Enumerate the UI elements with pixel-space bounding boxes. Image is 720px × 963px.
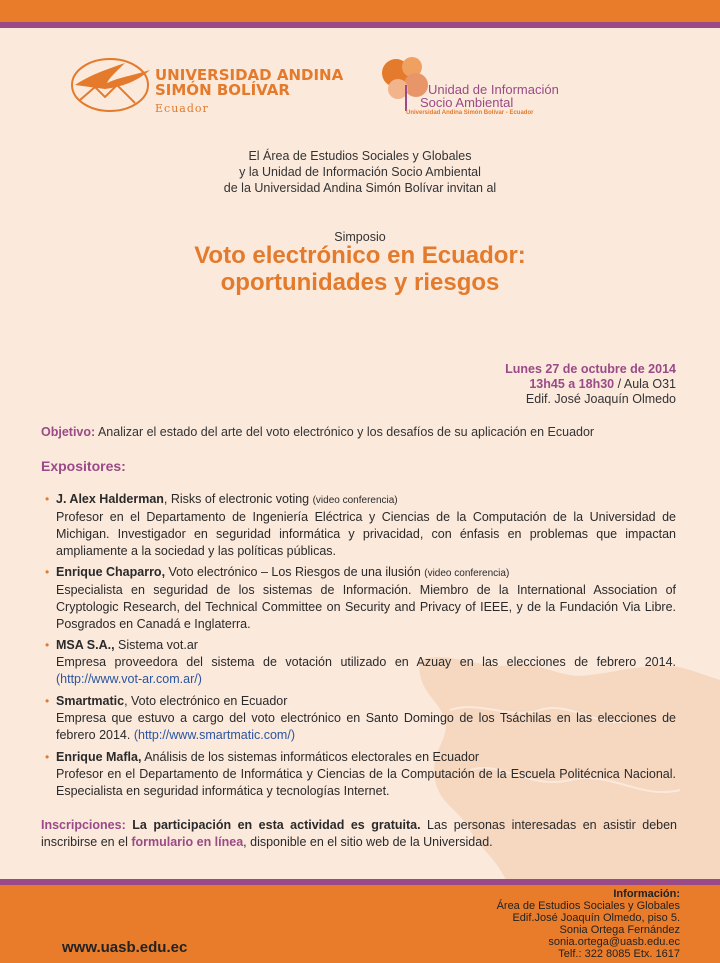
contact-line: Sonia Ortega Fernández <box>559 924 680 936</box>
intro-line3: de la Universidad Andina Simón Bolívar invitan al <box>223 181 497 195</box>
event-date: Lunes 27 de octubre de 2014 <box>505 362 676 376</box>
intro-line1: El Área de Estudios Sociales y Globales <box>248 149 472 163</box>
website-link[interactable]: www.uasb.edu.ec <box>62 939 188 956</box>
speaker-item <box>45 637 676 688</box>
objective-label: Objetivo: <box>41 425 96 439</box>
uasb-name <box>155 68 343 98</box>
contact-phone: Telf.: 322 8085 Etx. 1617 <box>558 948 680 960</box>
speaker-note: (video conferencia) <box>312 495 398 506</box>
event-title-line1: Voto electrónico en Ecuador: <box>194 242 526 269</box>
speaker-topic: Voto electrónico – Los Riesgos de una ilusión <box>165 565 425 579</box>
speaker-name: Smartmatic <box>56 694 125 708</box>
speaker-bio: Empresa proveedora del sistema de votación utilizado en Azuay en las elecciones de febrero 2014. <box>56 655 676 669</box>
speaker-name: MSA S.A., <box>56 638 115 652</box>
bullet-icon: • <box>45 565 50 579</box>
uasb-subtitle: Ecuador <box>155 102 209 115</box>
speaker-topic: Análisis de los sistemas informáticos electorales en Ecuador <box>141 750 480 764</box>
event-title <box>0 242 720 296</box>
event-kind: Simposio <box>334 230 386 244</box>
registration-text: Las personas interesadas en asistir deben inscribirse en el <box>41 818 677 849</box>
top-orange-band <box>0 0 720 22</box>
uisa-name-line1: Unidad de Información <box>428 82 559 97</box>
speaker-bio: Especialista en seguridad de los sistemas de Información. Miembro de la International Association of Cryptologic Research, del Technical Committee on Security and Privacy of IEEE, y de la Fundación Via Libre. Posgrados en Canadá e Inglaterra. <box>56 583 676 631</box>
contact-email[interactable]: sonia.ortega@uasb.edu.ec <box>548 936 680 948</box>
registration-info <box>41 817 677 851</box>
registration-form-link[interactable]: formulario en línea <box>131 835 244 849</box>
speaker-name: Enrique Chaparro, <box>56 565 166 579</box>
contact-info <box>497 888 680 960</box>
uasb-name-line1: UNIVERSIDAD ANDINA <box>155 66 344 84</box>
speaker-item <box>45 564 676 633</box>
registration-text-end: , disponible en el sitio web de la Universidad. <box>243 835 493 849</box>
contact-line: Área de Estudios Sociales y Globales <box>496 900 680 912</box>
event-schedule <box>505 362 676 407</box>
speaker-name: Enrique Mafla, <box>56 750 142 764</box>
objective <box>41 425 681 439</box>
intro-line2: y la Unidad de Información Socio Ambiental <box>239 165 481 179</box>
bullet-icon: • <box>45 638 50 652</box>
speaker-bio: Profesor en el Departamento de Informática y Ciencias de la Computación de la Escuela Politécnica Nacional. Especialista en seguridad informática y tecnologías Internet. <box>56 767 676 798</box>
event-title-line2: oportunidades y riesgos <box>220 269 500 296</box>
speaker-item <box>45 491 676 560</box>
speaker-item <box>45 749 676 800</box>
contact-title: Información: <box>613 888 680 900</box>
event-building: Edif. José Joaquín Olmedo <box>525 392 676 406</box>
bullet-icon: • <box>45 492 50 506</box>
uisa-affiliation: Universidad Andina Simón Bolívar - Ecuador <box>406 110 534 116</box>
top-purple-band <box>0 22 720 28</box>
speaker-topic: Sistema vot.ar <box>114 638 198 652</box>
bullet-icon: • <box>45 694 50 708</box>
speaker-link[interactable]: (http://www.vot-ar.com.ar/) <box>56 672 202 686</box>
speaker-item <box>45 693 676 744</box>
event-room: / Aula O31 <box>614 377 676 391</box>
registration-label: Inscripciones: <box>41 818 126 832</box>
speaker-note: (video conferencia) <box>424 568 510 579</box>
bullet-icon: • <box>45 750 50 764</box>
speaker-link[interactable]: (http://www.smartmatic.com/) <box>133 728 295 742</box>
contact-line: Edif.José Joaquín Olmedo, piso 5. <box>512 912 680 924</box>
uisa-name-line2: Socio Ambiental <box>420 95 514 110</box>
speaker-name: J. Alex Halderman <box>56 492 164 506</box>
speaker-bio: Empresa que estuvo a cargo del voto electrónico en Santo Domingo de los Tsáchilas en las elecciones de febrero 2014. <box>56 711 676 742</box>
speaker-topic: , Risks of electronic voting <box>163 492 313 506</box>
speakers-heading: Expositores: <box>41 458 126 474</box>
invitation-text <box>0 148 720 196</box>
objective-text: Analizar el estado del arte del voto electrónico y los desafíos de su aplicación en Ecuador <box>95 425 595 439</box>
uasb-name-line2: SIMÓN BOLÍVAR <box>155 81 290 99</box>
speaker-bio: Profesor en el Departamento de Ingeniería Eléctrica y Ciencias de la Computación de la Universidad de Michigan. Investigador en seguridad informática y privacidad, con énfasis en problemas que impactan ampliamente a la sociedad y las políticas públicas. <box>56 510 676 558</box>
speaker-topic: , Voto electrónico en Ecuador <box>124 694 288 708</box>
registration-free-note: La participación en esta actividad es gratuita. <box>125 818 421 832</box>
event-time: 13h45 a 18h30 <box>529 377 615 391</box>
